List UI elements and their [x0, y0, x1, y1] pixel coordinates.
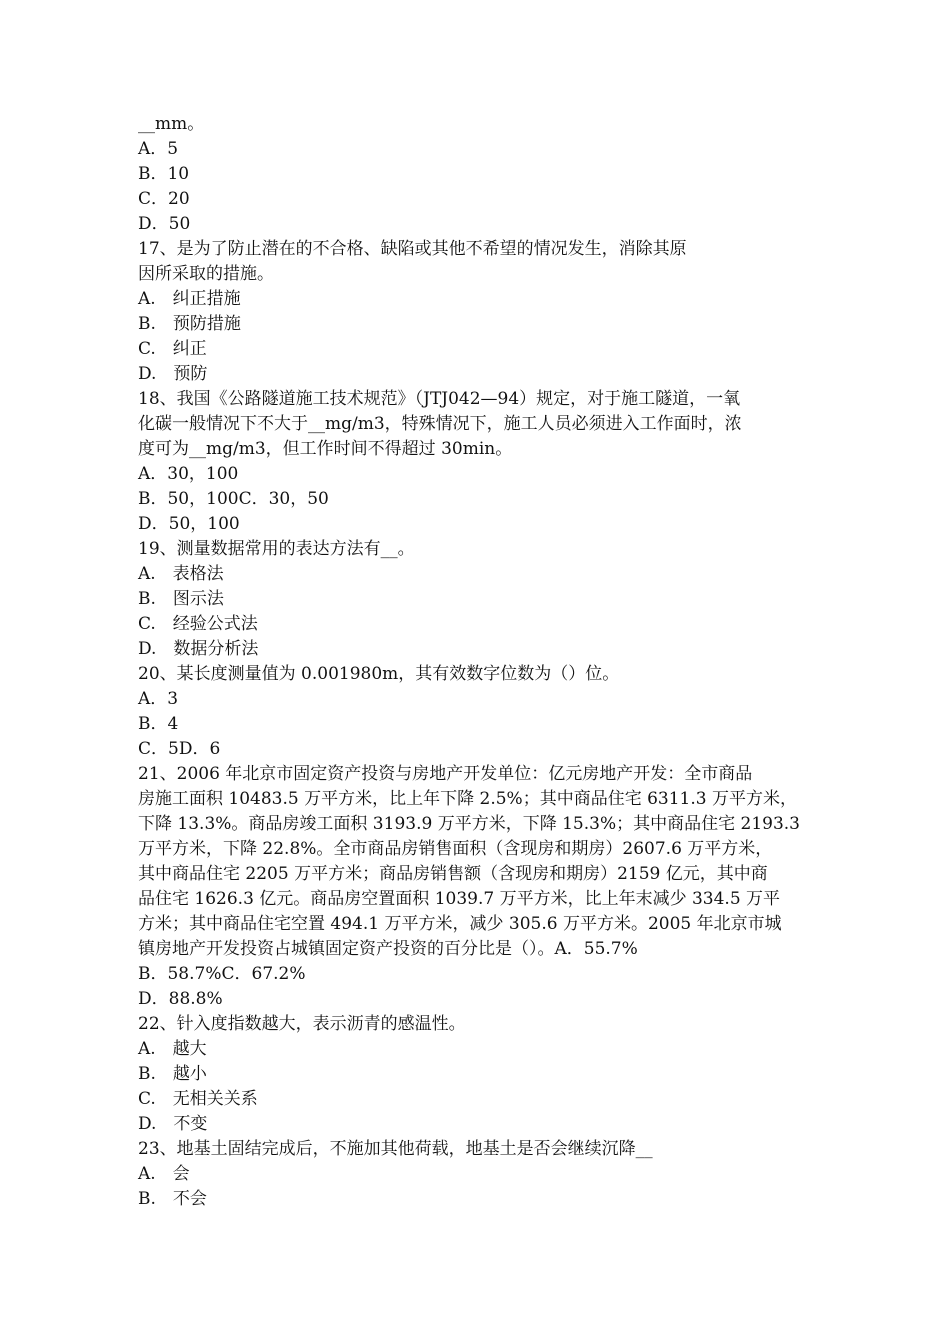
option-line: D. 预防 [138, 364, 208, 384]
question-22: 22、针入度指数越大，表示沥青的感温性。 [138, 1014, 466, 1034]
option-line: C. 纠正 [138, 339, 207, 359]
option-line: C. 无相关关系 [138, 1089, 258, 1109]
question-18-cont: 化碳一般情况下不大于__mg/m3，特殊情况下，施工人员必须进入工作面时，浓 [138, 414, 742, 434]
option-line: C. 经验公式法 [138, 614, 258, 634]
option-line: D．50 [138, 214, 191, 234]
option-line: C．20 [138, 189, 190, 209]
question-17: 17、是为了防止潜在的不合格、缺陷或其他不希望的情况发生，消除其原 [138, 239, 687, 259]
option-line: A. 会 [138, 1164, 190, 1184]
option-line: B. 图示法 [138, 589, 224, 609]
question-21-cont: 万平方米，下降 22.8%。全市商品房销售面积（含现房和期房）2607.6 万平方米， [138, 839, 773, 859]
question-23: 23、地基土固结完成后，不施加其他荷载，地基土是否会继续沉降__ [138, 1139, 653, 1159]
option-line: A．3 [138, 689, 179, 709]
question-19: 19、测量数据常用的表达方法有__。 [138, 539, 415, 559]
option-line: C．5D．6 [138, 739, 221, 759]
option-line: D．50，100 [138, 514, 240, 534]
option-line: D. 不变 [138, 1114, 208, 1134]
option-line: B. 预防措施 [138, 314, 241, 334]
question-18: 18、我国《公路隧道施工技术规范》（JTJ042—94）规定，对于施工隧道，一氧 [138, 389, 741, 409]
question-21-cont: 下降 13.3%。商品房竣工面积 3193.9 万平方米，下降 15.3%；其中商品住宅 2193.3 [138, 814, 800, 834]
question-21-cont: 镇房地产开发投资占城镇固定资产投资的百分比是（）。A．55.7% [138, 939, 638, 959]
text-line: __mm。 [138, 114, 205, 134]
question-21-cont: 其中商品住宅 2205 万平方米；商品房销售额（含现房和期房）2159 亿元，其中商 [138, 864, 768, 884]
document-body [138, 112, 818, 1212]
option-line: B. 越小 [138, 1064, 207, 1084]
option-line: B．50，100C．30，50 [138, 489, 329, 509]
option-line: B．58.7%C．67.2% [138, 964, 306, 984]
option-line: B. 不会 [138, 1189, 207, 1209]
question-17-cont: 因所采取的措施。 [138, 264, 274, 284]
question-21-cont: 方米；其中商品住宅空置 494.1 万平方米，减少 305.6 万平方米。2005 年北京市城 [138, 914, 782, 934]
option-line: A. 越大 [138, 1039, 207, 1059]
question-21-cont: 品住宅 1626.3 亿元。商品房空置面积 1039.7 万平方米，比上年末减少 334.5 万平 [138, 889, 781, 909]
option-line: B．10 [138, 164, 190, 184]
option-line: A．30，100 [138, 464, 239, 484]
question-20: 20、某长度测量值为 0.001980m，其有效数字位数为（）位。 [138, 664, 620, 684]
option-line: A．5 [138, 139, 179, 159]
option-line: B．4 [138, 714, 179, 734]
option-line: D. 数据分析法 [138, 639, 259, 659]
question-18-cont: 度可为__mg/m3，但工作时间不得超过 30min。 [138, 439, 513, 459]
question-21: 21、2006 年北京市固定资产投资与房地产开发单位：亿元房地产开发：全市商品 [138, 764, 753, 784]
option-line: A. 表格法 [138, 564, 224, 584]
option-line: D．88.8% [138, 989, 223, 1009]
option-line: A. 纠正措施 [138, 289, 241, 309]
question-21-cont: 房施工面积 10483.5 万平方米，比上年下降 2.5%；其中商品住宅 6311.3 万平方米， [138, 789, 797, 809]
